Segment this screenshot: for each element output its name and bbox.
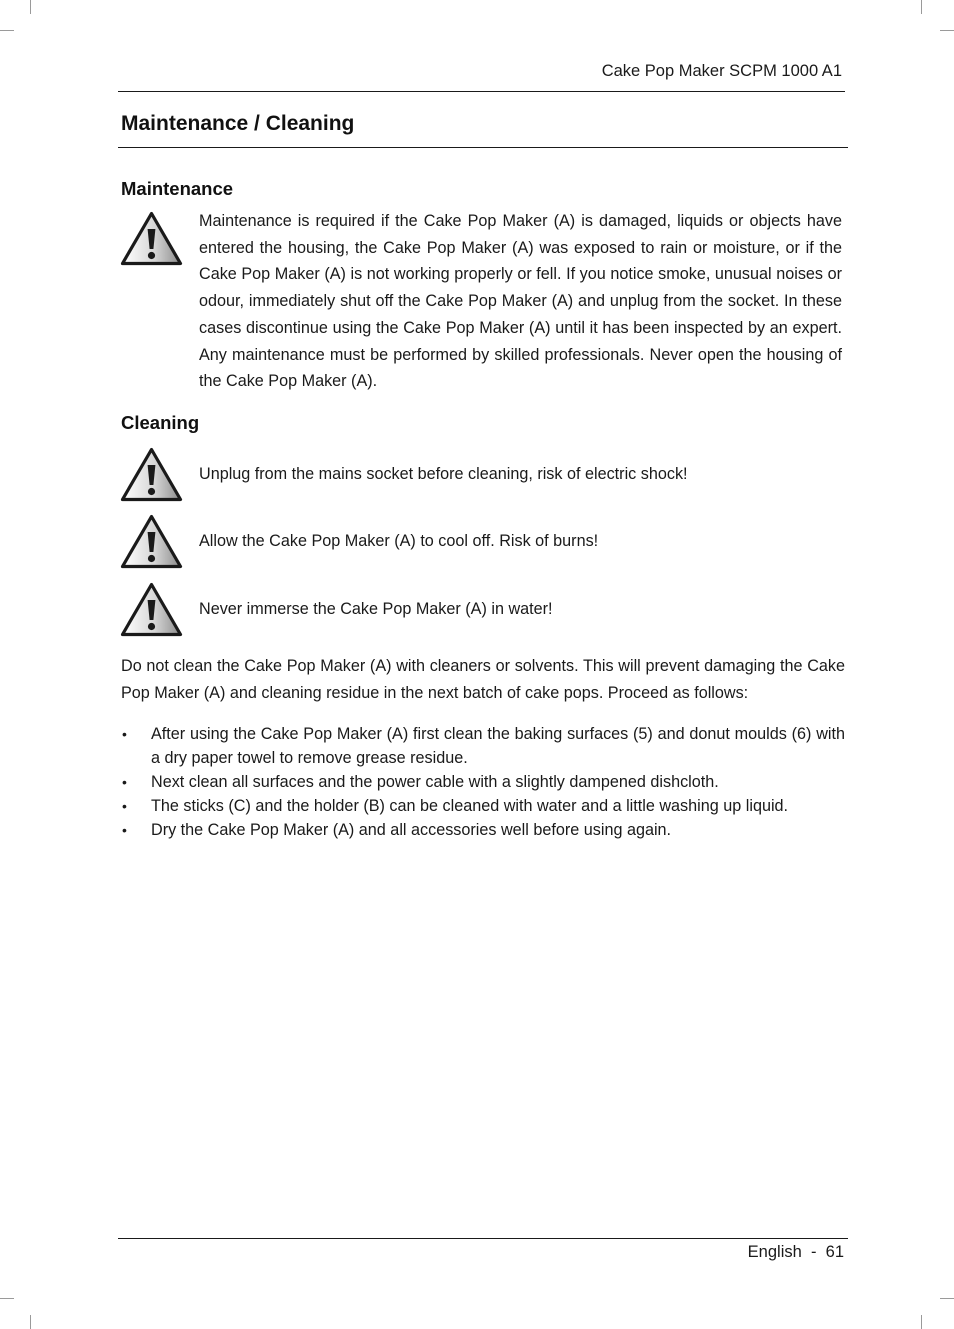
warning-electric-shock: Unplug from the mains socket before cleaning, risk of electric shock!	[199, 465, 688, 483]
footer-rule	[118, 1238, 848, 1239]
footer-separator: -	[810, 1243, 817, 1261]
cleaning-steps-list	[121, 722, 845, 842]
crop-mark	[921, 1315, 922, 1329]
warning-triangle-icon	[120, 211, 183, 266]
list-item	[121, 722, 845, 770]
header-rule	[118, 91, 845, 92]
maintenance-text: Maintenance is required if the Cake Pop Maker (A) is damaged, liquids or objects have entered the housing, the Cake Pop Maker (A) was exposed to rain or moisture, or if the Cake Pop Maker (A) is not working properly or fell. If you notice smoke, unusual noises or odour, immediately shut off the Cake Pop Maker (A) and unplug from the socket. In these cases discontinue using the Cake Pop Maker (A) until it has been inspected by an expert. Any maintenance must be performed by skilled professionals. Never open the housing of the Cake Pop Maker (A).	[199, 212, 842, 391]
crop-mark	[0, 30, 14, 31]
crop-mark	[30, 1315, 31, 1329]
list-item-text: After using the Cake Pop Maker (A) first clean the baking surfaces (5) and donut moulds (6) with a dry paper towel to remove grease residue.	[151, 725, 845, 767]
warning-triangle-icon	[120, 447, 183, 502]
list-item-text: The sticks (C) and the holder (B) can be cleaned with water and a little washing up liquid.	[151, 797, 789, 815]
crop-mark	[921, 0, 922, 14]
bullet-icon: •	[122, 774, 127, 790]
section-heading-cleaning: Cleaning	[121, 412, 200, 433]
list-item-text: Dry the Cake Pop Maker (A) and all accessories well before using again.	[151, 821, 672, 839]
page-footer	[118, 1243, 844, 1262]
warning-water: Never immerse the Cake Pop Maker (A) in water!	[199, 600, 553, 618]
list-item-text: Next clean all surfaces and the power cable with a slightly dampened dishcloth.	[151, 773, 719, 791]
bullet-icon: •	[122, 726, 127, 742]
crop-mark	[940, 1298, 954, 1299]
warning-triangle-icon	[120, 514, 183, 569]
crop-mark	[30, 0, 31, 14]
warning-burns: Allow the Cake Pop Maker (A) to cool off. Risk of burns!	[199, 532, 599, 550]
bullet-icon: •	[122, 798, 127, 814]
bullet-icon: •	[122, 822, 127, 838]
cleaning-intro: Do not clean the Cake Pop Maker (A) with cleaners or solvents. This will prevent damaging the Cake Pop Maker (A) and cleaning residue in the next batch of cake pops. Proceed as follows:	[121, 657, 845, 702]
warning-triangle-icon	[120, 582, 183, 637]
list-item	[121, 770, 845, 794]
page-title: Maintenance / Cleaning	[121, 112, 355, 135]
section-heading-maintenance: Maintenance	[121, 178, 234, 199]
footer-language: English	[747, 1243, 802, 1261]
page-number: 61	[825, 1243, 844, 1261]
crop-mark	[0, 1298, 14, 1299]
title-rule	[118, 147, 848, 148]
list-item	[121, 794, 845, 818]
running-header: Cake Pop Maker SCPM 1000 A1	[601, 62, 842, 80]
crop-mark	[940, 30, 954, 31]
list-item	[121, 818, 845, 842]
